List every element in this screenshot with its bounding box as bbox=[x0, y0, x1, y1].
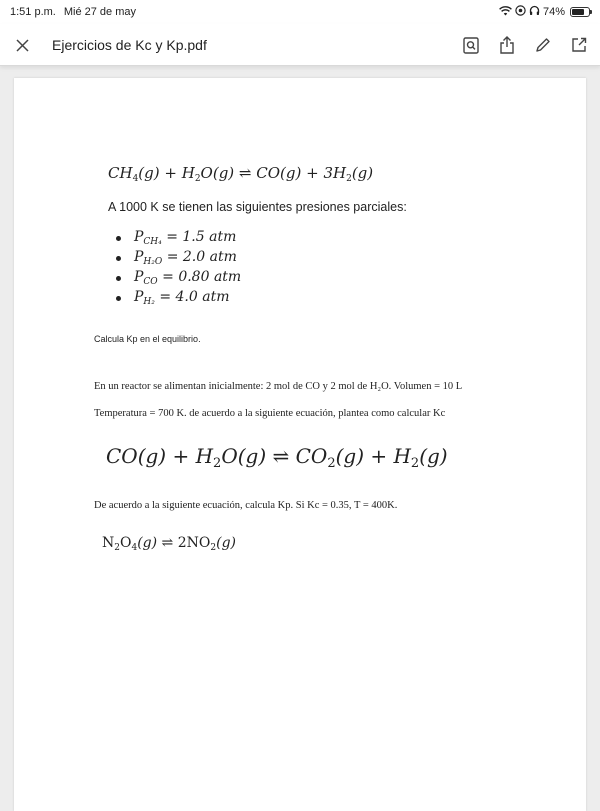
problem2-line1: En un reactor se alimentan inicialmente: 2 mol de CO y 2 mol de H₂O. Volumen = 10 L bbox=[94, 381, 463, 392]
eq3-sub: 2 bbox=[114, 543, 120, 553]
pressure-value: = 2.0 atm bbox=[162, 249, 237, 265]
eq2-part: CO(g) + H bbox=[106, 444, 214, 468]
eq1-sub: 2 bbox=[346, 174, 352, 184]
pressure-symbol: P bbox=[134, 229, 144, 245]
problem3-text: De acuerdo a la siguiente ecuación, calcula Kp. Si Kc = 0.35, T = 400K. bbox=[94, 500, 398, 511]
eq3-sub: 4 bbox=[131, 543, 138, 553]
status-left bbox=[10, 6, 136, 18]
edit-button[interactable] bbox=[530, 32, 556, 58]
eq3-sub: 2 bbox=[210, 543, 217, 553]
eq1-state: (g) + bbox=[138, 164, 182, 182]
pressure-item bbox=[114, 249, 241, 269]
location-icon bbox=[515, 5, 526, 19]
open-external-button[interactable] bbox=[566, 32, 592, 58]
partial-pressure-list bbox=[114, 229, 241, 309]
eq3-part: 2NO bbox=[173, 535, 211, 551]
battery-percent: 74% bbox=[542, 6, 565, 18]
pressure-sub: H₂O bbox=[143, 257, 163, 267]
pdf-page bbox=[14, 78, 586, 811]
edit-pencil-icon bbox=[535, 37, 551, 53]
status-date: Mié 27 de may bbox=[63, 6, 137, 18]
pressure-symbol: P bbox=[134, 289, 144, 305]
eq2-part: (g) bbox=[419, 444, 448, 468]
eq1-reactant2-rest: O(g) bbox=[200, 164, 239, 182]
eq1-reactant2: H bbox=[181, 164, 195, 182]
equation-dinitrogen-tetroxide bbox=[102, 535, 236, 553]
document-title: Ejercicios de Kc y Kp.pdf bbox=[52, 37, 207, 53]
equilibrium-arrow: ⇌ bbox=[238, 164, 252, 182]
pressure-value: = 4.0 atm bbox=[154, 289, 230, 305]
toolbar bbox=[0, 24, 600, 66]
eq1-product1: CO(g) + 3H bbox=[251, 164, 347, 182]
pressure-sub: H₂ bbox=[143, 297, 155, 307]
share-button[interactable] bbox=[494, 32, 520, 58]
pressure-item bbox=[114, 289, 241, 309]
headphones-icon bbox=[529, 5, 540, 19]
close-button[interactable] bbox=[8, 31, 36, 59]
status-bar bbox=[0, 0, 600, 24]
pressure-item bbox=[114, 269, 241, 289]
wifi-icon bbox=[499, 6, 512, 19]
eq2-part: CO bbox=[289, 444, 328, 468]
pressure-item bbox=[114, 229, 241, 249]
pressure-symbol: P bbox=[134, 269, 144, 285]
intro-text: A 1000 K se tienen las siguientes presiones parciales: bbox=[108, 200, 407, 214]
close-icon bbox=[16, 39, 29, 52]
eq2-part: (g) + H bbox=[335, 444, 411, 468]
pressure-sub: CH₄ bbox=[143, 237, 162, 247]
battery-icon bbox=[570, 7, 590, 17]
status-right bbox=[499, 5, 590, 19]
search-document-button[interactable] bbox=[458, 32, 484, 58]
pressure-value: = 0.80 atm bbox=[157, 269, 242, 285]
eq3-part: (g) bbox=[216, 535, 236, 551]
question-kp: Calcula Kp en el equilibrio. bbox=[94, 334, 201, 344]
pressure-symbol: P bbox=[134, 249, 144, 265]
toolbar-actions bbox=[458, 32, 592, 58]
eq1-reactant1: CH bbox=[108, 164, 133, 182]
search-document-icon bbox=[463, 37, 479, 54]
eq1-sub: 4 bbox=[132, 174, 139, 184]
eq2-sub: 2 bbox=[410, 456, 420, 471]
problem2-line2: Temperatura = 700 K. de acuerdo a la siguiente ecuación, plantea como calcular Kc bbox=[94, 408, 446, 419]
equation-methane-reforming bbox=[108, 164, 373, 184]
eq1-sub: 2 bbox=[194, 174, 201, 184]
eq3-part: (g) bbox=[137, 535, 162, 551]
eq3-part: O bbox=[119, 535, 132, 551]
equilibrium-arrow: ⇌ bbox=[161, 535, 174, 551]
status-time: 1:51 p.m. bbox=[10, 6, 56, 18]
equation-water-gas-shift bbox=[106, 444, 448, 471]
eq3-part: N bbox=[102, 535, 115, 551]
eq2-sub: 2 bbox=[327, 456, 336, 471]
pressure-value: = 1.5 atm bbox=[161, 229, 237, 245]
share-icon bbox=[499, 36, 515, 54]
equilibrium-arrow: ⇌ bbox=[272, 444, 290, 468]
pressure-sub: CO bbox=[143, 277, 158, 287]
battery-fill bbox=[572, 9, 584, 15]
open-external-icon bbox=[571, 37, 587, 53]
eq2-part: O(g) bbox=[221, 444, 273, 468]
eq2-sub: 2 bbox=[213, 456, 222, 471]
eq1-product1-rest: (g) bbox=[351, 164, 374, 182]
